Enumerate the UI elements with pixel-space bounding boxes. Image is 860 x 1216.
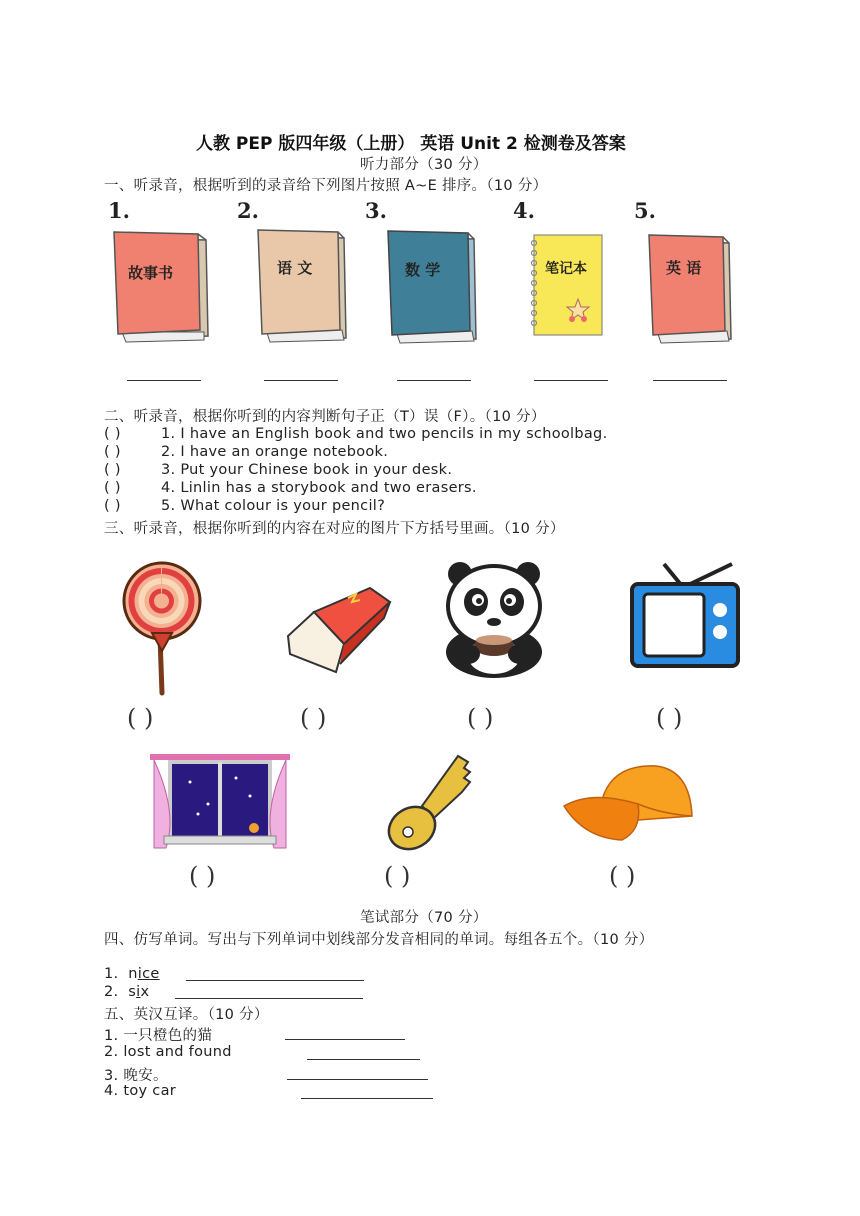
answer-paren-key[interactable]: ( )	[384, 862, 411, 890]
judgement-sentence: 1. I have an English book and two pencils in my schoolbag.	[161, 426, 608, 442]
word-number: 2.	[104, 984, 119, 1000]
book-number-1: 1.	[108, 198, 130, 223]
answer-paren-window[interactable]: ( )	[189, 862, 216, 890]
word-prefix: s	[128, 984, 137, 1000]
part4-heading: 四、仿写单词。写出与下列单词中划线部分发音相同的单词。每组各五个。（10 分）	[104, 932, 654, 948]
book-label-4: 笔记本	[545, 261, 587, 277]
answer-paren-tv[interactable]: ( )	[656, 704, 683, 732]
part5-heading: 五、英汉互译。（10 分）	[104, 1007, 269, 1023]
book-label-1: 故事书	[128, 264, 174, 282]
page-title: 人教 PEP 版四年级（上册） 英语 Unit 2 检测卷及答案	[196, 134, 626, 154]
judgement-paren[interactable]: ( )	[104, 426, 121, 442]
word-underlined-2: e	[150, 966, 160, 982]
answer-blank-3[interactable]	[397, 380, 471, 381]
book-number-5: 5.	[634, 198, 656, 223]
judgement-paren[interactable]: ( )	[104, 480, 121, 496]
translation-item: 4. toy car	[104, 1083, 177, 1099]
translation-item: 2. lost and found	[104, 1044, 232, 1060]
book-label-2: 语 文	[277, 259, 313, 277]
word-item-six	[104, 984, 149, 1000]
answer-blank-2[interactable]	[264, 380, 338, 381]
book-label-3: 数 学	[405, 261, 441, 279]
translation-item: 1. 一只橙色的猫	[104, 1028, 213, 1044]
word-number: 1.	[104, 966, 119, 982]
judgement-paren[interactable]: ( )	[104, 498, 121, 514]
judgement-paren[interactable]: ( )	[104, 444, 121, 460]
translation-blank-4[interactable]	[301, 1098, 433, 1099]
word-underlined: i	[136, 984, 141, 1000]
word-item-nice	[104, 966, 160, 982]
answer-blank-5[interactable]	[653, 380, 727, 381]
word-mid: c	[142, 966, 151, 982]
word-prefix: n	[128, 966, 138, 982]
answer-paren-cap[interactable]: ( )	[609, 862, 636, 890]
part2-heading: 二、听录音，根据你听到的内容判断句子正（T）误（F）。（10 分）	[104, 409, 546, 425]
translation-blank-3[interactable]	[287, 1079, 428, 1080]
judgement-sentence: 3. Put your Chinese book in your desk.	[161, 462, 453, 478]
word-answer-blank-2[interactable]	[175, 998, 363, 999]
writing-section-header: 笔试部分（70 分）	[360, 910, 488, 926]
judgement-sentence: 4. Linlin has a storybook and two erasers.	[161, 480, 477, 496]
translation-blank-2[interactable]	[307, 1059, 420, 1060]
answer-paren-panda[interactable]: ( )	[467, 704, 494, 732]
book-number-3: 3.	[365, 198, 387, 223]
listening-section-header: 听力部分（30 分）	[360, 157, 488, 173]
word-underlined: i	[137, 966, 143, 982]
answer-blank-4[interactable]	[534, 380, 608, 381]
judgement-sentence: 5. What colour is your pencil?	[161, 498, 386, 514]
translation-item: 3. 晚安。	[104, 1068, 168, 1084]
book-number-2: 2.	[237, 198, 259, 223]
judgement-paren[interactable]: ( )	[104, 462, 121, 478]
book-number-4: 4.	[513, 198, 535, 223]
judgement-sentence: 2. I have an orange notebook.	[161, 444, 389, 460]
answer-paren-lollipop[interactable]: ( )	[127, 704, 154, 732]
word-mid: x	[140, 984, 150, 1000]
word-answer-blank-1[interactable]	[186, 980, 364, 981]
translation-blank-1[interactable]	[285, 1039, 405, 1040]
answer-blank-1[interactable]	[127, 380, 201, 381]
part3-heading: 三、听录音，根据你听到的内容在对应的图片下方括号里画。（10 分）	[104, 521, 565, 537]
book-label-5: 英 语	[666, 259, 702, 277]
part1-heading: 一、听录音，根据听到的录音给下列图片按照 A~E 排序。（10 分）	[104, 178, 548, 194]
answer-paren-eraser[interactable]: ( )	[300, 704, 327, 732]
